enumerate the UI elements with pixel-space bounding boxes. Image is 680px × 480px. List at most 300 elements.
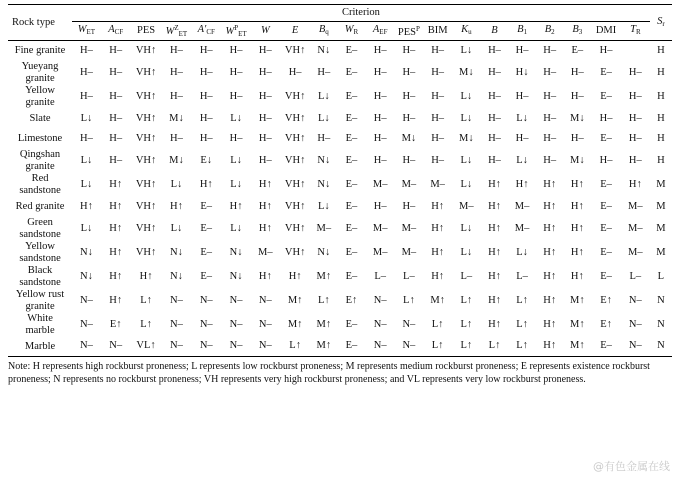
criterion-value-cell: H– xyxy=(258,154,272,166)
criterion-value-cell: L↑ xyxy=(460,294,473,306)
criterion-value-cell: N– xyxy=(101,337,131,357)
criterion-value-cell: H↑ xyxy=(488,318,501,330)
criterion-value-cell: E– xyxy=(200,200,213,212)
column-header-main: T xyxy=(630,24,636,35)
column-header-main: DMI xyxy=(595,25,617,36)
criterion-column-header xyxy=(280,22,311,41)
criterion-value-cell: E– xyxy=(200,222,213,234)
criterion-value-cell: H↑ xyxy=(288,270,302,282)
sr-value-cell: M xyxy=(656,200,666,212)
criterion-value-cell: H↑ xyxy=(431,200,445,212)
criterion-value-cell: L– xyxy=(629,270,642,282)
sr-value-cell: H xyxy=(657,66,665,78)
criterion-value-cell: H– xyxy=(628,112,642,124)
rock-type-line: granite xyxy=(25,96,55,108)
table-row xyxy=(8,85,672,109)
criterion-value-cell: N↓ xyxy=(229,246,243,258)
criterion-value-cell: H– xyxy=(515,44,529,56)
criterion-value-cell: L↑ xyxy=(481,337,509,357)
criterion-value-cell: H– xyxy=(258,44,272,56)
criterion-value-cell: VH↑ xyxy=(135,112,157,124)
criterion-value-cell: L↓ xyxy=(516,112,528,124)
criterion-value-cell: L↓ xyxy=(318,200,330,212)
rock-type-cell xyxy=(8,85,72,109)
criterion-value-cell: N– xyxy=(628,318,642,330)
criterion-value-cell: E– xyxy=(600,66,612,78)
criterion-value-cell: VH↑ xyxy=(284,178,306,190)
criterion-value-cell: E– xyxy=(571,44,584,56)
sr-value-cell: N xyxy=(657,294,665,306)
criterion-value-cell: L↓ xyxy=(460,112,473,124)
table-row xyxy=(8,197,672,217)
rock-type-line: Fine granite xyxy=(14,45,66,56)
criterion-value-cell: H– xyxy=(229,44,243,56)
criterion-value-cell: H– xyxy=(628,154,642,166)
criterion-value-cell: H– xyxy=(488,44,501,56)
criterion-value-cell: M↑ xyxy=(570,294,585,306)
criterion-value-cell: VL↑ xyxy=(131,337,162,357)
criterion-value-cell: H↑ xyxy=(258,200,272,212)
criterion-value-cell: N↓ xyxy=(80,270,93,282)
criterion-value-cell: M– xyxy=(372,178,388,190)
sr-header-main: S xyxy=(657,15,663,27)
criterion-value-cell: H– xyxy=(170,66,183,78)
criterion-value-cell: M– xyxy=(401,246,417,258)
sr-value-cell: M xyxy=(656,246,666,258)
criterion-value-cell: M↑ xyxy=(570,318,585,330)
criterion-column-header xyxy=(395,22,424,41)
criterion-value-cell: H↑ xyxy=(543,200,557,212)
criterion-value-cell: L↓ xyxy=(170,222,183,234)
criterion-value-cell: E↑ xyxy=(109,318,122,330)
sr-value-cell: M xyxy=(656,222,666,234)
criterion-value-cell: L↑ xyxy=(423,337,452,357)
criterion-value-cell: E↑ xyxy=(600,318,612,330)
column-header-main: B xyxy=(491,25,498,36)
criterion-value-cell: L– xyxy=(460,270,473,282)
criterion-value-cell: H↑ xyxy=(543,246,557,258)
rock-type-line: White xyxy=(27,313,53,324)
criterion-value-cell: L↓ xyxy=(460,44,473,56)
criterion-value-cell: H– xyxy=(515,90,529,102)
column-header-main: PES xyxy=(397,27,416,38)
criterion-value-cell: M↑ xyxy=(316,318,332,330)
rock-type-line: sandstone xyxy=(19,252,61,264)
criterion-value-cell: VH↑ xyxy=(135,246,157,258)
criterion-value-cell: L↓ xyxy=(460,222,473,234)
criterion-column-header xyxy=(452,22,481,41)
criterion-value-cell: H↑ xyxy=(109,178,123,190)
criterion-value-cell: H↑ xyxy=(488,270,501,282)
criterion-value-cell: VH↑ xyxy=(135,66,157,78)
criterion-value-cell: M↓ xyxy=(570,154,585,166)
criterion-value-cell: N– xyxy=(199,294,213,306)
criterion-value-cell: H– xyxy=(431,90,445,102)
criterion-value-cell: H– xyxy=(515,132,529,144)
criterion-value-cell: M↓ xyxy=(401,132,417,144)
rock-type-line: Limestone xyxy=(17,132,63,144)
criterion-value-cell: N– xyxy=(251,337,280,357)
criterion-value-cell: M↓ xyxy=(169,112,184,124)
rock-type-line: Yellow xyxy=(25,241,55,252)
rock-type-line: Slate xyxy=(29,112,51,124)
criterion-value-cell: L↓ xyxy=(460,178,473,190)
criterion-column-header xyxy=(101,22,131,41)
criterion-value-cell: L↓ xyxy=(80,178,93,190)
criterion-table-container xyxy=(8,4,672,386)
criterion-value-cell: H– xyxy=(543,44,557,56)
criterion-value-cell: H– xyxy=(543,154,557,166)
criterion-value-cell: H– xyxy=(258,90,272,102)
criterion-value-cell: H↑ xyxy=(543,294,557,306)
sr-value-cell: M xyxy=(656,178,666,190)
column-header-sub: q xyxy=(325,28,329,36)
rock-type-cell xyxy=(8,241,72,265)
criterion-value-cell: E↓ xyxy=(200,154,213,166)
criterion-value-cell: H– xyxy=(109,154,123,166)
criterion-value-cell: H↑ xyxy=(139,270,153,282)
criterion-value-cell: N– xyxy=(621,337,650,357)
criterion-value-cell: M– xyxy=(514,200,530,212)
criterion-value-cell: N– xyxy=(373,318,387,330)
criterion-value-cell: L↑ xyxy=(460,318,473,330)
criterion-value-cell: N– xyxy=(170,318,183,330)
criterion-value-cell: N– xyxy=(221,337,251,357)
criterion-value-cell: H– xyxy=(170,132,183,144)
criterion-value-cell: VH↑ xyxy=(284,246,306,258)
criterion-value-cell: E– xyxy=(345,44,358,56)
rock-type-line: granite xyxy=(25,72,55,84)
criterion-value-cell: M↑ xyxy=(287,294,303,306)
criterion-value-cell: N– xyxy=(373,294,387,306)
column-header-main: B xyxy=(517,24,524,35)
criterion-value-cell: H↑ xyxy=(229,200,243,212)
rock-type-line: marble xyxy=(25,324,55,336)
column-header-sub: ET xyxy=(238,30,247,38)
criterion-value-cell: H– xyxy=(109,44,123,56)
rock-type-line: granite xyxy=(25,160,55,172)
criterion-columns-row xyxy=(8,22,672,41)
criterion-column-header xyxy=(311,22,338,41)
table-row xyxy=(8,313,672,337)
column-header-main: W xyxy=(225,26,235,37)
criterion-value-cell: H– xyxy=(170,44,183,56)
criterion-value-cell: H– xyxy=(373,66,387,78)
criterion-value-cell: L↓ xyxy=(318,112,330,124)
column-header-sub: CF xyxy=(206,28,215,36)
table-row xyxy=(8,149,672,173)
criterion-column-header xyxy=(536,22,564,41)
column-header-sub: 2 xyxy=(551,28,555,36)
criterion-value-cell: H– xyxy=(488,66,501,78)
criterion-value-cell: H– xyxy=(431,154,445,166)
criterion-value-cell: E↑ xyxy=(600,294,612,306)
column-header-sup: P xyxy=(415,25,420,33)
criterion-value-cell: H– xyxy=(488,154,501,166)
criterion-value-cell: H– xyxy=(488,90,501,102)
column-header-sup: Z xyxy=(174,24,179,32)
criterion-value-cell: L↑ xyxy=(516,318,528,330)
criterion-value-cell: VH↑ xyxy=(135,44,157,56)
rock-type-cell xyxy=(8,149,72,173)
table-row xyxy=(8,129,672,149)
criterion-column-header xyxy=(481,22,509,41)
column-header-main: K xyxy=(461,24,469,35)
criterion-value-cell: VH↑ xyxy=(284,90,306,102)
criterion-value-cell: N↓ xyxy=(317,246,331,258)
criterion-value-cell: H– xyxy=(373,112,387,124)
table-row xyxy=(8,289,672,313)
table-row xyxy=(8,241,672,265)
criterion-value-cell: H↑ xyxy=(258,178,272,190)
rock-type-cell xyxy=(8,289,72,313)
criterion-value-cell: VH↑ xyxy=(135,222,157,234)
criterion-value-cell: L↓ xyxy=(80,112,93,124)
criterion-value-cell: N– xyxy=(80,318,93,330)
criterion-value-cell: E– xyxy=(600,90,612,102)
criterion-column-header xyxy=(162,22,192,41)
criterion-value-cell: N↓ xyxy=(317,44,331,56)
criterion-value-cell: M↓ xyxy=(570,112,585,124)
criterion-value-cell: H– xyxy=(431,112,445,124)
criterion-value-cell: H– xyxy=(170,90,183,102)
criterion-value-cell: M↑ xyxy=(430,294,445,306)
criterion-value-cell: L↓ xyxy=(516,246,528,258)
column-header-main: E xyxy=(291,25,299,36)
criterion-value-cell: H– xyxy=(109,112,123,124)
table-row xyxy=(8,217,672,241)
criterion-value-cell: L↑ xyxy=(280,337,311,357)
column-header-main: A xyxy=(108,24,115,35)
criterion-value-cell: H– xyxy=(229,66,243,78)
criterion-value-cell: H– xyxy=(431,66,445,78)
criterion-value-cell: N– xyxy=(199,318,213,330)
criterion-value-cell: H– xyxy=(599,112,613,124)
criterion-value-cell: H↑ xyxy=(570,270,584,282)
criterion-value-cell: H↓ xyxy=(515,66,529,78)
criterion-value-cell: M– xyxy=(628,200,643,212)
criterion-value-cell: E– xyxy=(345,222,358,234)
criterion-value-cell: N– xyxy=(628,294,642,306)
criterion-value-cell: N– xyxy=(366,337,395,357)
criterion-value-cell: L↓ xyxy=(230,112,242,124)
criterion-value-cell: M– xyxy=(430,178,445,190)
criterion-value-cell: L↑ xyxy=(403,294,415,306)
criterion-value-cell: M– xyxy=(628,246,643,258)
criterion-value-cell: H– xyxy=(199,44,213,56)
criterion-value-cell: M– xyxy=(459,200,474,212)
rock-type-line: Green xyxy=(27,217,53,228)
criterion-value-cell: M↑ xyxy=(316,270,332,282)
criterion-value-cell: H– xyxy=(317,132,331,144)
criterion-value-cell: N– xyxy=(229,294,243,306)
criterion-value-cell: H↑ xyxy=(488,294,501,306)
rock-type-line: Red xyxy=(31,173,49,184)
column-header-main: BIM xyxy=(427,25,448,36)
criterion-value-cell: H↑ xyxy=(543,270,557,282)
column-header-main: A′ xyxy=(197,24,207,35)
criterion-value-cell: VH↑ xyxy=(284,154,306,166)
criterion-value-cell: VH↑ xyxy=(135,90,157,102)
criterion-column-header xyxy=(366,22,395,41)
criterion-value-cell: H– xyxy=(543,66,557,78)
criterion-value-cell: N– xyxy=(229,318,243,330)
rock-type-line: Black xyxy=(27,265,53,276)
criterion-value-cell: H↑ xyxy=(488,200,501,212)
criterion-value-cell: L– xyxy=(374,270,386,282)
criterion-value-cell: H↑ xyxy=(570,200,584,212)
criterion-value-cell: H– xyxy=(570,132,584,144)
criterion-column-header xyxy=(221,22,251,41)
criterion-value-cell: L↓ xyxy=(460,154,473,166)
sr-value-cell: H xyxy=(657,90,665,102)
sr-value-cell: N xyxy=(650,337,672,357)
criterion-value-cell: M– xyxy=(401,222,417,234)
criterion-value-cell: H– xyxy=(229,132,243,144)
column-header-main: W xyxy=(77,24,87,35)
criterion-value-cell: H– xyxy=(628,90,642,102)
criterion-column-header xyxy=(191,22,221,41)
criterion-value-cell: L↓ xyxy=(516,154,528,166)
criterion-value-cell: VH↑ xyxy=(284,112,306,124)
criterion-value-cell: M– xyxy=(258,246,273,258)
criterion-value-cell: M– xyxy=(628,222,643,234)
criterion-value-cell: H– xyxy=(599,44,613,56)
column-header-main: W xyxy=(344,24,354,35)
criterion-value-cell: H↑ xyxy=(488,222,501,234)
criterion-value-cell: L↓ xyxy=(230,154,242,166)
criterion-value-cell: VH↑ xyxy=(284,132,306,144)
rock-type-cell xyxy=(8,61,72,85)
criterion-value-cell: M↓ xyxy=(459,132,474,144)
criterion-value-cell: M↓ xyxy=(169,154,184,166)
criterion-column-header xyxy=(621,22,650,41)
criterion-value-cell: E– xyxy=(200,270,213,282)
table-row xyxy=(8,173,672,197)
criterion-value-cell: N– xyxy=(258,294,272,306)
column-header-main: A xyxy=(372,24,380,35)
criterion-value-cell: H– xyxy=(628,66,642,78)
criterion-value-cell: L– xyxy=(403,270,415,282)
column-header-sub: CF xyxy=(114,28,124,36)
criterion-value-cell: H– xyxy=(373,90,387,102)
criterion-value-cell: N– xyxy=(395,337,424,357)
criterion-column-header xyxy=(337,22,366,41)
criterion-value-cell: H– xyxy=(80,90,93,102)
criterion-value-cell: N– xyxy=(80,294,93,306)
criterion-value-cell: H↑ xyxy=(488,246,501,258)
criterion-value-cell: H– xyxy=(199,66,213,78)
criterion-value-cell: H– xyxy=(373,132,387,144)
criterion-value-cell: L↑ xyxy=(516,294,528,306)
criterion-value-cell: N↓ xyxy=(80,246,93,258)
criterion-value-cell: E– xyxy=(600,222,612,234)
criterion-value-cell: M↑ xyxy=(287,318,303,330)
criterion-value-cell: H↑ xyxy=(431,270,445,282)
criterion-value-cell: L↑ xyxy=(452,337,481,357)
rock-type-line: Qingshan xyxy=(19,149,61,160)
criterion-value-cell: M– xyxy=(401,178,417,190)
table-row xyxy=(8,41,672,61)
criterion-value-cell: H↑ xyxy=(570,222,584,234)
criterion-value-cell: E– xyxy=(345,270,358,282)
criterion-value-cell: H↑ xyxy=(109,294,123,306)
table-row xyxy=(8,337,672,357)
criterion-value-cell: H– xyxy=(199,112,213,124)
criterion-value-cell: E– xyxy=(345,66,358,78)
criterion-value-cell: H– xyxy=(402,90,416,102)
criterion-value-cell: H– xyxy=(431,44,445,56)
criterion-value-cell: L↑ xyxy=(318,294,330,306)
criterion-value-cell: N– xyxy=(162,337,192,357)
column-header-sub: R xyxy=(353,28,359,36)
criterion-value-cell: L↑ xyxy=(508,337,536,357)
criterion-value-cell: H– xyxy=(109,132,123,144)
criterion-value-cell: H– xyxy=(199,132,213,144)
criterion-value-cell: E– xyxy=(600,132,612,144)
table-row xyxy=(8,265,672,289)
rock-type-cell xyxy=(8,129,72,149)
criterion-value-cell: H– xyxy=(258,66,272,78)
criterion-value-cell: L↓ xyxy=(460,90,473,102)
criterion-value-cell: E– xyxy=(600,178,612,190)
rock-type-cell xyxy=(8,313,72,337)
criterion-value-cell: L↑ xyxy=(431,318,444,330)
column-header-sub: EF xyxy=(379,28,388,36)
sr-value-cell: N xyxy=(657,318,665,330)
rock-type-line: Yellow rust xyxy=(15,289,65,300)
criterion-value-cell: L↓ xyxy=(80,154,93,166)
criterion-value-cell: L↓ xyxy=(80,222,93,234)
criterion-value-cell: H↑ xyxy=(543,222,557,234)
criterion-value-cell: H– xyxy=(317,66,331,78)
sr-header xyxy=(650,5,672,41)
criterion-value-cell: H– xyxy=(373,154,387,166)
column-header-main: W xyxy=(260,25,270,36)
rock-type-cell xyxy=(8,109,72,129)
criterion-value-cell: N↓ xyxy=(170,270,183,282)
table-note: Note: H represents high rockburst proneness; L represents low rockburst proneness; M represents medium rockburst proneness; E represents existence rockburst proneness; N represents no rockburst proneness; VH represents very high rockburst proneness; and VL represents very low rockburst proneness. xyxy=(8,361,650,385)
criterion-value-cell: L↓ xyxy=(460,246,473,258)
criterion-value-cell: H– xyxy=(80,132,93,144)
criterion-value-cell: E– xyxy=(345,178,358,190)
criterion-value-cell: E– xyxy=(591,337,621,357)
criterion-value-cell: E– xyxy=(600,246,612,258)
watermark: @有色金属在线 xyxy=(593,460,670,473)
criterion-value-cell: H↑ xyxy=(109,270,123,282)
criterion-value-cell: H↑ xyxy=(543,318,557,330)
criterion-value-cell: H↑ xyxy=(536,337,564,357)
column-header-main: PES xyxy=(137,25,156,36)
criterion-value-cell: H– xyxy=(402,200,416,212)
rock-type-line: Yellow xyxy=(25,85,55,96)
criterion-value-cell: H↑ xyxy=(258,222,272,234)
criterion-value-cell: E– xyxy=(345,154,358,166)
rock-type-line: Yueyang xyxy=(21,61,59,72)
rock-type-cell xyxy=(8,265,72,289)
criterion-value-cell: N– xyxy=(402,318,416,330)
rock-type-line: granite xyxy=(25,300,55,312)
criterion-value-cell: E– xyxy=(345,200,358,212)
criterion-value-cell: VH↑ xyxy=(284,200,306,212)
criterion-value-cell: M– xyxy=(316,222,332,234)
rock-type-cell xyxy=(8,337,72,357)
criterion-value-cell: H– xyxy=(570,90,584,102)
rock-type-cell xyxy=(8,197,72,217)
criterion-value-cell: VH↑ xyxy=(135,178,157,190)
criterion-value-cell: H– xyxy=(80,66,93,78)
criterion-value-cell: H↑ xyxy=(109,222,123,234)
